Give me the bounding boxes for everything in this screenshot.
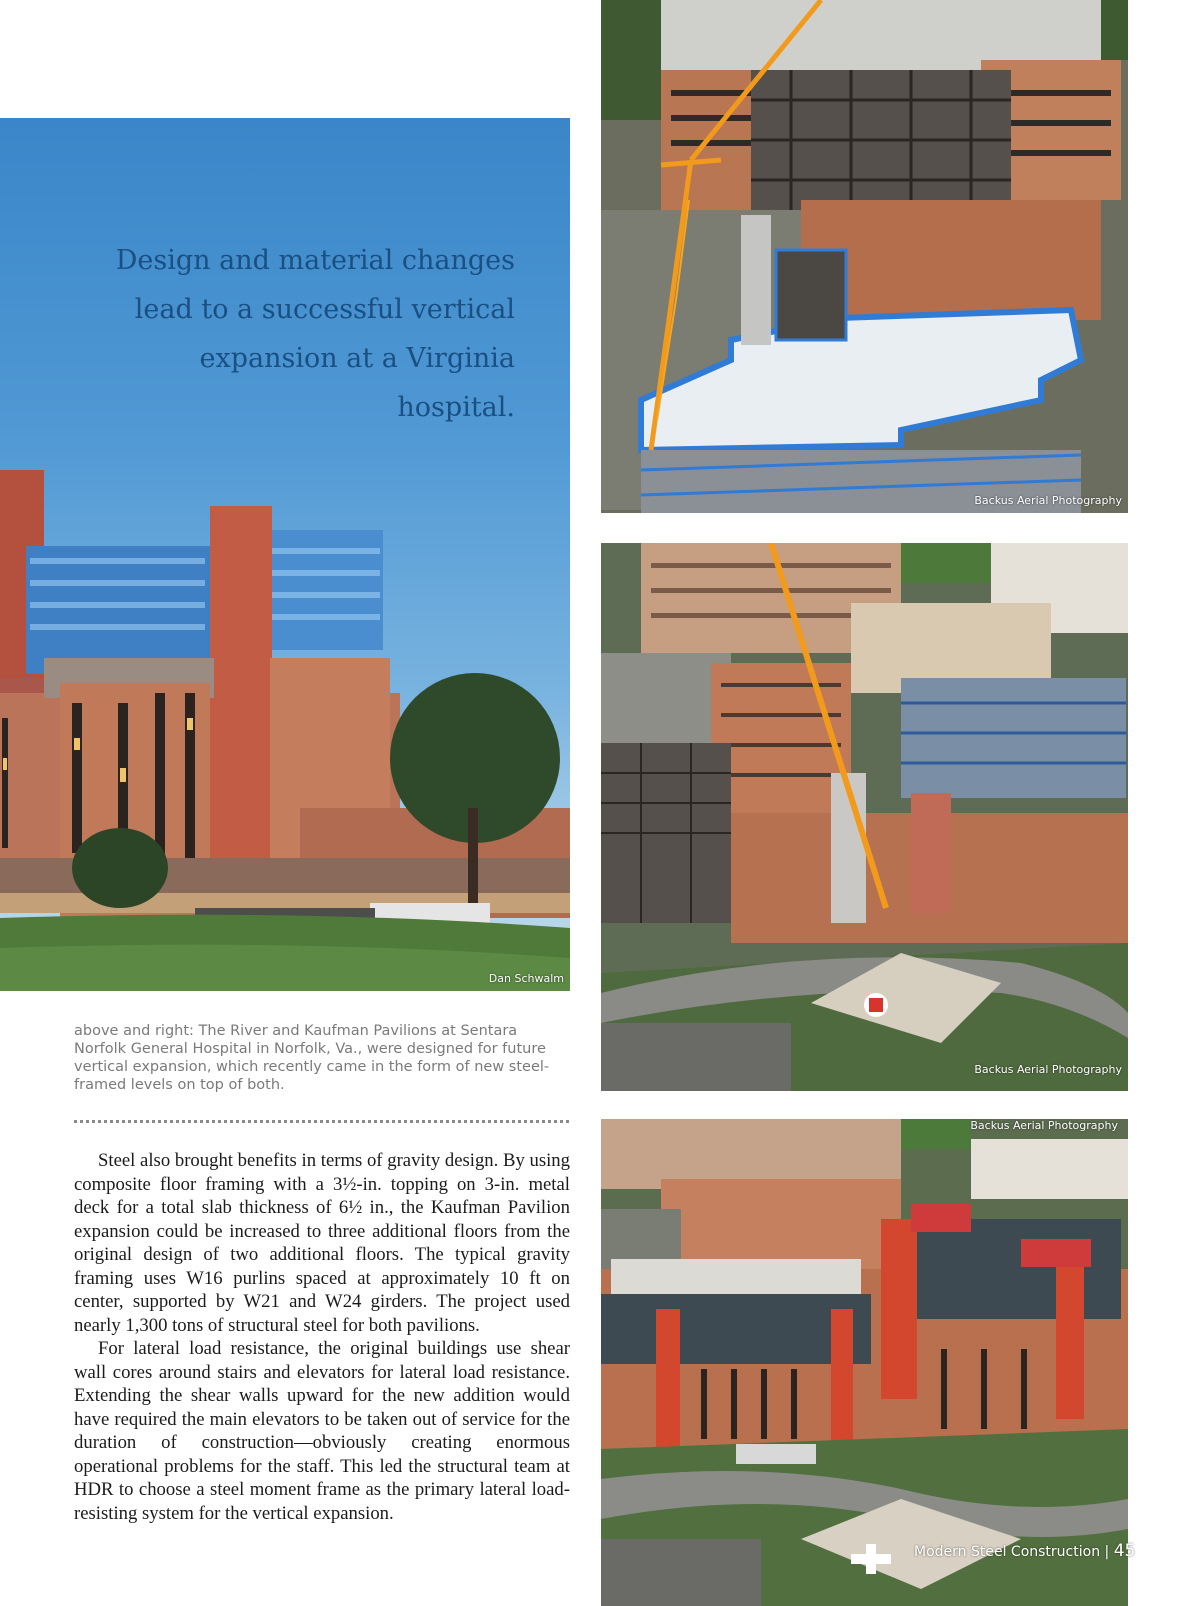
dotted-divider <box>74 1120 569 1123</box>
paragraph: Steel also brought benefits in terms of gravity design. By using composite floor framing with a 3½-in. topping on 3-in. metal deck for a total slab thickness of 6½ in., the Kaufman Pavilion expansion could be increased to three additional floors from the original design of two additional floors. The typical gravity framing uses W16 purlins spaced at approximately 10 ft on center, supported by W21 and W24 girders. The project used nearly 1,300 tons of structural steel for both pavilions. <box>74 1150 570 1336</box>
hero-photo <box>0 118 570 991</box>
aerial-photo-construction <box>601 0 1128 513</box>
paragraph: For lateral load resistance, the original buildings use shear wall cores around stairs and elevators for lateral load resistance. Extending the shear walls upward for the new addition would have required the main elevators to be taken out of service for the duration of construction—obviously creating enormous operational problems for the staff. This led the structural team at HDR to choose a steel moment frame as the primary lateral load-resisting system for the vertical expansion. <box>74 1338 570 1524</box>
page-footer <box>914 1541 1135 1561</box>
aerial-photo-campus <box>601 543 1128 1091</box>
photo-credit: Backus Aerial Photography <box>974 1063 1122 1076</box>
deck-line-2: lead to a successful vertical <box>134 294 515 325</box>
photo-credit: Backus Aerial Photography <box>974 494 1122 507</box>
deck-line-1: Design and material changes <box>115 245 515 276</box>
aerial-photo-completed <box>601 1119 1128 1606</box>
deck-line-3: expansion at a Virginia hospital. <box>199 343 515 423</box>
photo-credit: Dan Schwalm <box>488 972 564 985</box>
article-body <box>74 1149 570 1525</box>
aerial-illustration <box>601 1119 1128 1606</box>
publication-name: Modern Steel Construction | <box>914 1544 1114 1560</box>
photo-credit: Backus Aerial Photography <box>970 1119 1118 1132</box>
page-number: 45 <box>1113 1541 1136 1561</box>
deck-headline <box>100 236 515 432</box>
aerial-illustration <box>601 0 1128 513</box>
photo-caption: above and right: The River and Kaufman Pavilions at Sentara Norfolk General Hospital in Norfolk, Va., were designed for future vertical expansion, which recently came in the form of new steel-framed levels on top of both. <box>74 1023 550 1093</box>
aerial-illustration <box>601 543 1128 1091</box>
